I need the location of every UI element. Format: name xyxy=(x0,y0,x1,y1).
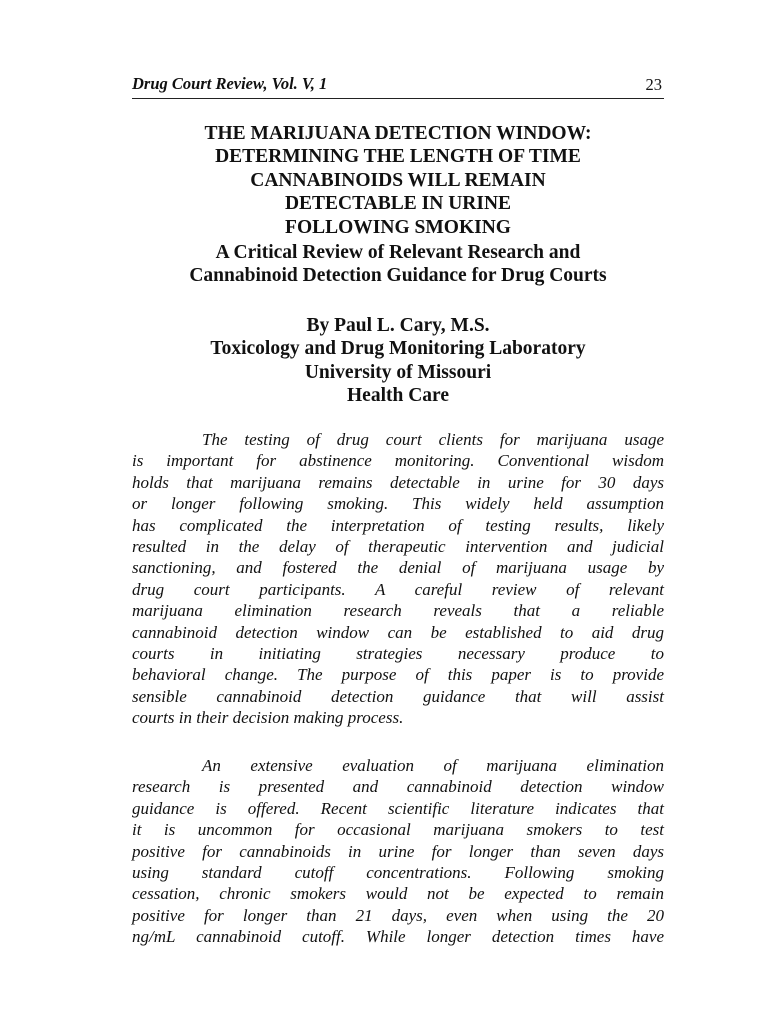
text-line: courts in their decision making process. xyxy=(132,708,404,728)
article-title xyxy=(120,122,676,239)
text-line: has complicated the interpretation of testing results, likely xyxy=(132,515,664,535)
text-line: it is uncommon for occasional marijuana smokers to test xyxy=(132,820,664,840)
text-line: or longer following smoking. This widely held assumption xyxy=(132,494,664,514)
text-line: marijuana elimination research reveals that a reliable xyxy=(132,601,664,621)
text-line: drug court participants. A careful review of relevant xyxy=(132,579,664,599)
article-subtitle xyxy=(120,241,676,288)
affiliation-line: Toxicology and Drug Monitoring Laboratory xyxy=(210,338,586,360)
subtitle-line: Cannabinoid Detection Guidance for Drug Courts xyxy=(189,265,607,287)
journal-title: Drug Court Review, Vol. V, 1 xyxy=(132,74,328,93)
running-header xyxy=(132,72,664,99)
text-line: research is presented and cannabinoid detection window xyxy=(132,777,664,797)
affiliation-line: Health Care xyxy=(347,385,449,407)
title-line: DETERMINING THE LENGTH OF TIME xyxy=(215,146,581,168)
text-line: ng/mL cannabinoid cutoff. While longer detection times have xyxy=(132,927,664,947)
abstract-paragraph-1 xyxy=(132,429,664,729)
title-line: THE MARIJUANA DETECTION WINDOW: xyxy=(204,123,592,144)
text-line: using standard cutoff concentrations. Following smoking xyxy=(132,863,664,883)
text-line: guidance is offered. Recent scientific literature indicates that xyxy=(132,798,664,818)
text-line: is important for abstinence monitoring. Conventional wisdom xyxy=(132,451,664,471)
text-line: resulted in the delay of therapeutic intervention and judicial xyxy=(132,537,664,557)
text-line: cessation, chronic smokers would not be expected to remain xyxy=(132,884,664,904)
text-line: behavioral change. The purpose of this paper is to provide xyxy=(132,665,664,685)
author-name: By Paul L. Cary, M.S. xyxy=(306,315,490,336)
title-line: CANNABINOIDS WILL REMAIN xyxy=(250,169,546,191)
affiliation-line: University of Missouri xyxy=(304,361,492,383)
text-line: positive for cannabinoids in urine for longer than seven days xyxy=(132,841,664,861)
text-line: An extensive evaluation of marijuana elimination xyxy=(202,756,664,775)
text-line: positive for longer than 21 days, even when using the 20 xyxy=(132,905,664,925)
title-line: DETECTABLE IN URINE xyxy=(284,193,512,215)
abstract-paragraph-2 xyxy=(132,755,664,948)
text-line: The testing of drug court clients for marijuana usage xyxy=(202,430,664,449)
text-line: sensible cannabinoid detection guidance that will assist xyxy=(132,686,664,706)
subtitle-line: A Critical Review of Relevant Research and xyxy=(215,242,581,263)
page-number: 23 xyxy=(645,75,662,94)
author-affiliation xyxy=(120,314,676,408)
text-line: sanctioning, and fostered the denial of marijuana usage by xyxy=(132,558,664,578)
text-line: courts in initiating strategies necessary produce to xyxy=(132,644,664,664)
text-line: holds that marijuana remains detectable in urine for 30 days xyxy=(132,472,664,492)
text-line: cannabinoid detection window can be established to aid drug xyxy=(132,622,664,642)
title-line: FOLLOWING SMOKING xyxy=(285,216,511,238)
